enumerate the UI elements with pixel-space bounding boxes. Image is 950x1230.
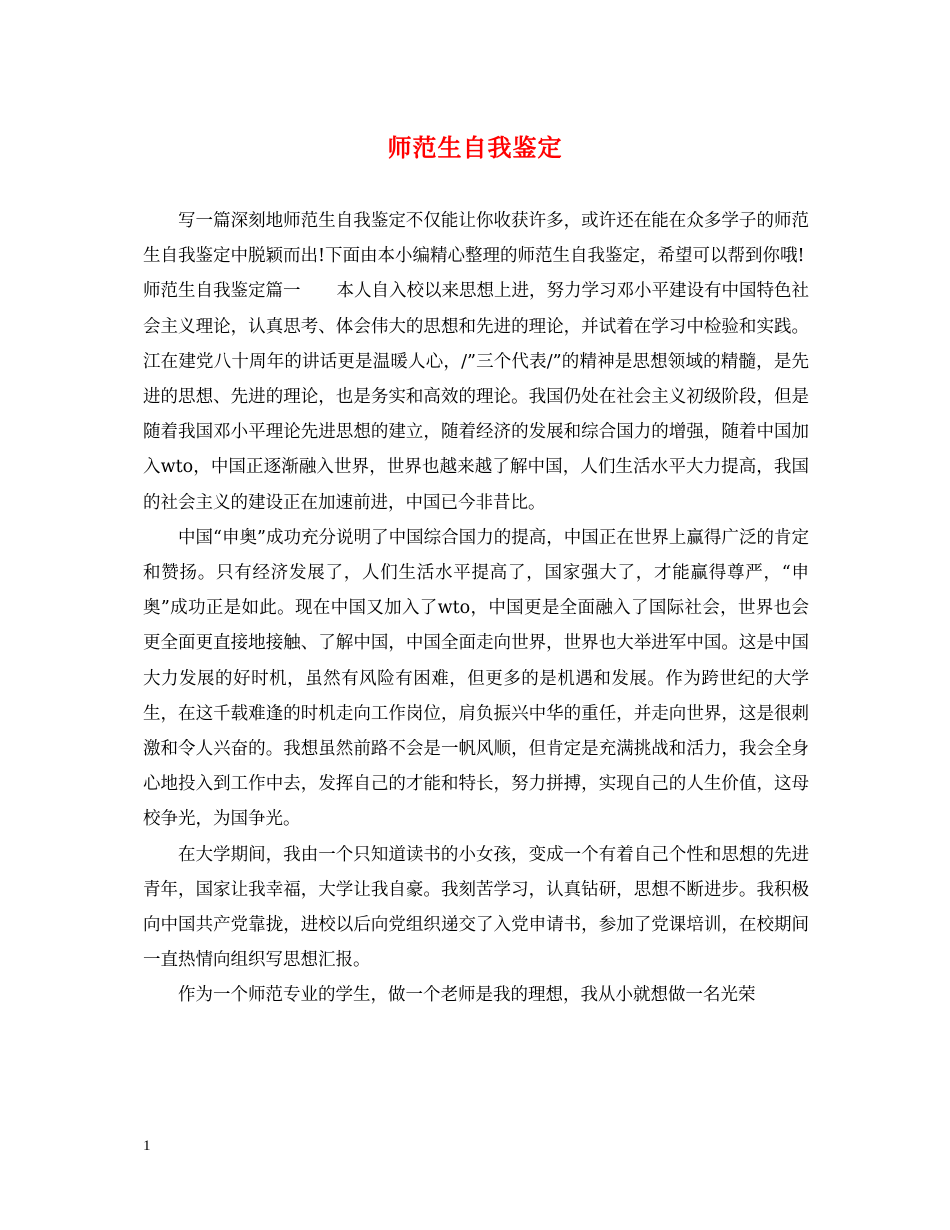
page-number: 1 bbox=[143, 1138, 151, 1154]
section-paragraph-1 bbox=[143, 274, 809, 520]
document-body bbox=[143, 204, 809, 1014]
paragraph-1-text: 本人自入校以来思想上进，努力学习邓小平建设有中国特色社会主义理论，认真思考、体会伟大的思想和先进的理论，并试着在学习中检验和实践。江在建党八十周年的讲话更是温暖人心，/”三个代表/”的精神是思想领域的精髓，是先进的思想、先进的理论，也是务实和高效的理论。我国仍处在社会主义初级阶段，但是随着我国邓小平理论先进思想的建立，随着经济的发展和综合国力的增强，随着中国加入wto，中国正逐渐融入世界，世界也越来越了解中国，人们生活水平大力提高，我国的社会主义的建设正在加速前进，中国已今非昔比。 bbox=[143, 281, 809, 513]
section-heading: 师范生自我鉴定篇一 bbox=[143, 281, 301, 302]
paragraph-2: 中国“申奥”成功充分说明了中国综合国力的提高，中国正在世界上赢得广泛的肯定和赞扬。只有经济发展了，人们生活水平提高了，国家强大了，才能赢得尊严，“申奥”成功正是如此。现在中国又加入了wto，中国更是全面融入了国际社会，世界也会更全面更直接地接触、了解中国，中国全面走向世界，世界也大举进军中国。这是中国大力发展的好时机，虽然有风险有困难，但更多的是机遇和发展。作为跨世纪的大学生，在这千载难逢的时机走向工作岗位，肩负振兴中华的重任，并走向世界，这是很刺激和令人兴奋的。我想虽然前路不会是一帆风顺，但肯定是充满挑战和活力，我会全身心地投入到工作中去，发挥自己的才能和特长，努力拼搏，实现自己的人生价值，这母校争光，为国争光。 bbox=[143, 527, 809, 830]
paragraph-4: 作为一个师范专业的学生，做一个老师是我的理想，我从小就想做一名光荣 bbox=[178, 985, 756, 1006]
intro-paragraph: 写一篇深刻地师范生自我鉴定不仅能让你收获许多，或许还在能在众多学子的师范生自我鉴定中脱颖而出!下面由本小编精心整理的师范生自我鉴定，希望可以帮到你哦! bbox=[143, 211, 809, 267]
document-title: 师范生自我鉴定 bbox=[387, 133, 563, 162]
paragraph-3: 在大学期间，我由一个只知道读书的小女孩，变成一个有着自己个性和思想的先进青年，国家让我幸福，大学让我自豪。我刻苦学习，认真钻研，思想不断进步。我积极向中国共产党靠拢，进校以后向党组织递交了入党申请书，参加了党课培训，在校期间一直热情向组织写思想汇报。 bbox=[143, 844, 809, 971]
